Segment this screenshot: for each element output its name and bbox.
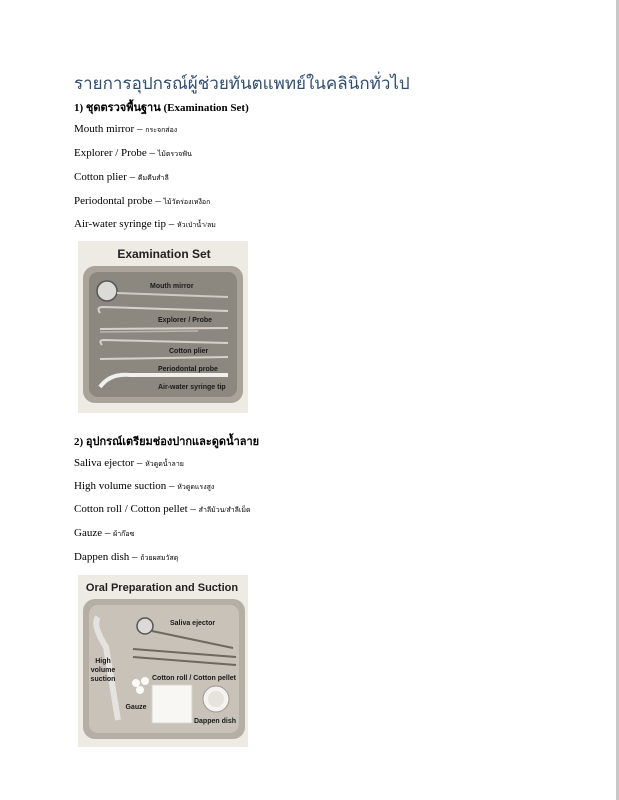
label-periodontal-probe: Periodontal probe <box>158 366 218 373</box>
label-cotton-roll: Cotton roll / Cotton pellet <box>152 675 236 682</box>
item-en: Explorer / Probe <box>74 147 147 159</box>
item-en: High volume suction <box>74 480 167 492</box>
dappen-dish-well <box>208 691 224 707</box>
gauze-icon <box>152 685 192 723</box>
label-mouth-mirror: Mouth mirror <box>150 283 194 290</box>
list-item <box>74 527 134 540</box>
item-separator: – <box>104 527 111 539</box>
item-en: Dappen dish <box>74 551 130 563</box>
item-th: สำลีม้วน/สำลีเม็ด <box>198 506 251 514</box>
item-th: ผ้าก๊อซ <box>113 530 135 538</box>
list-item <box>74 503 251 516</box>
saliva-ejector-icon <box>137 618 153 634</box>
item-th: คีมคีบสำลี <box>137 174 169 182</box>
list-item <box>74 123 177 136</box>
list-item <box>74 218 216 231</box>
item-separator: – <box>132 551 138 563</box>
item-en: Gauze <box>74 527 103 539</box>
item-separator: – <box>136 457 143 469</box>
cotton-plier-icon <box>100 328 228 329</box>
list-item <box>74 480 214 493</box>
label-air-water-syringe-tip: Air-water syringe tip <box>158 384 226 391</box>
label-gauze: Gauze <box>125 704 147 711</box>
figure-title: Oral Preparation and Suction <box>85 582 239 594</box>
item-th: กระจกส่อง <box>145 126 178 134</box>
item-en: Cotton plier <box>74 171 127 183</box>
list-item <box>74 551 178 564</box>
examination-set-figure <box>78 241 248 413</box>
item-th: หัวดูดแรงสูง <box>177 483 215 491</box>
list-item <box>74 171 169 184</box>
item-th: ไม้วัดร่องเหงือก <box>163 198 211 206</box>
section-2-heading: 2) อุปกรณ์เตรียมช่องปากและดูดน้ำลาย <box>74 436 260 448</box>
instrument-handle <box>100 331 198 332</box>
cotton-pellet-icon <box>136 686 144 694</box>
item-separator: – <box>169 480 175 492</box>
figure-title: Examination Set <box>117 247 211 261</box>
label-cotton-plier: Cotton plier <box>169 348 209 355</box>
label-saliva-ejector: Saliva ejector <box>170 620 216 627</box>
item-separator: – <box>155 195 161 207</box>
mouth-mirror-icon <box>97 281 117 301</box>
item-separator: – <box>190 503 196 515</box>
list-item <box>74 147 192 160</box>
item-en: Cotton roll / Cotton pellet <box>74 503 188 515</box>
item-separator: – <box>149 147 155 159</box>
item-en: Air-water syringe tip <box>74 218 167 230</box>
cotton-pellet-icon <box>141 677 149 685</box>
oral-preparation-figure <box>78 575 248 747</box>
item-separator: – <box>136 123 143 135</box>
cotton-pellet-icon <box>132 679 140 687</box>
item-en: Mouth mirror <box>74 123 135 135</box>
item-th: ถ้วยผสมวัสดุ <box>140 554 179 562</box>
label-high-volume-1: High <box>95 658 111 665</box>
page-title: รายการอุปกรณ์ผู้ช่วยทันตแพทย์ในคลินิกทั่วไป <box>74 74 410 94</box>
item-en: Periodontal probe <box>74 195 153 207</box>
list-item <box>74 195 210 208</box>
list-item <box>74 457 184 470</box>
label-high-volume-3: suction <box>90 676 116 683</box>
item-th: หัวเป่าน้ำ/ลม <box>177 221 216 229</box>
label-high-volume-2: volume <box>90 667 116 674</box>
item-th: หัวดูดน้ำลาย <box>145 460 184 468</box>
item-th: ไม้ตรวจฟัน <box>157 150 192 158</box>
item-en: Saliva ejector <box>74 457 135 469</box>
item-separator: – <box>129 171 136 183</box>
label-explorer: Explorer / Probe <box>158 317 213 324</box>
label-dappen-dish: Dappen dish <box>193 718 237 725</box>
section-1-heading: 1) ชุดตรวจพื้นฐาน (Examination Set) <box>74 102 249 114</box>
item-separator: – <box>168 218 175 230</box>
